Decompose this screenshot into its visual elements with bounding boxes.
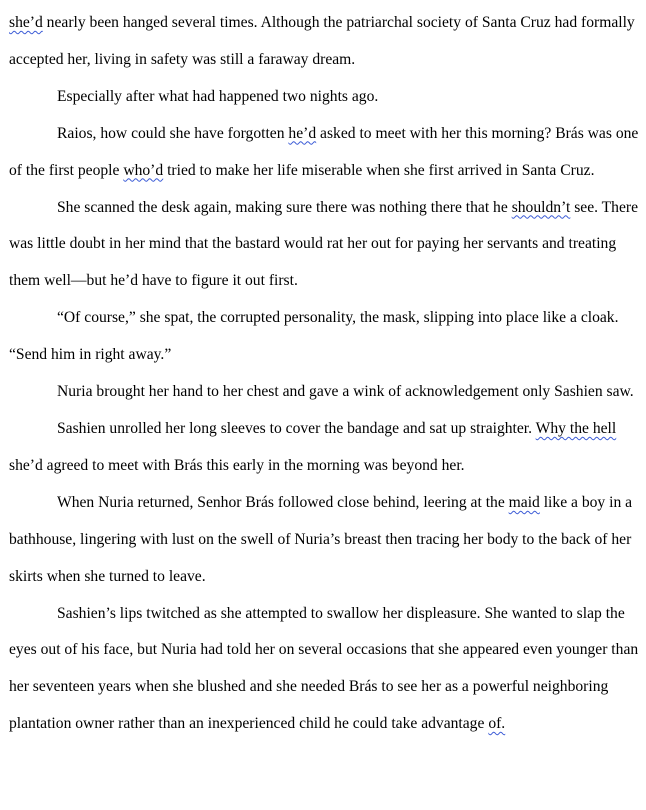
paragraph-text: like a boy in a bathhouse, lingering with lust on the swell of Nuria’s breast then tracing her body to the back of her skirts when she turned to leave.	[9, 493, 633, 585]
spellcheck-flagged-word[interactable]: maid	[508, 493, 540, 511]
paragraph-text: Especially after what had happened two nights ago.	[57, 87, 379, 105]
spellcheck-flagged-word[interactable]: shouldn’t	[511, 198, 571, 216]
spellcheck-flagged-word[interactable]: who’d	[123, 161, 164, 179]
paragraph-text: tried to make her life miserable when she first arrived in Santa Cruz.	[163, 161, 595, 179]
paragraph-5	[9, 300, 639, 374]
spellcheck-flagged-word[interactable]: he’d	[288, 124, 317, 142]
paragraph-8	[9, 485, 639, 596]
paragraph-text: When Nuria returned, Senhor Brás followed close behind, leering at the	[57, 493, 509, 511]
paragraph-text: Raios, how could she have forgotten	[57, 124, 289, 142]
paragraph-text: asked to meet with her this morning? Brás was one of the first people	[9, 124, 639, 179]
paragraph-text: see. There was little doubt in her mind that the bastard would rat her out for paying her servants and treating them well—but he’d have to figure it out first.	[9, 198, 639, 290]
spellcheck-flagged-phrase[interactable]: Why the hell	[535, 419, 617, 437]
paragraph-text: “Of course,” she spat, the corrupted personality, the mask, slipping into place like a cloak. “Send him in right away.”	[9, 309, 619, 364]
paragraph-3	[9, 116, 639, 190]
paragraph-text: She scanned the desk again, making sure there was nothing there that he	[57, 198, 512, 216]
paragraph-6	[9, 374, 639, 411]
spellcheck-flagged-word[interactable]: she’d	[9, 14, 43, 31]
paragraph-text: Nuria brought her hand to her chest and gave a wink of acknowledgement only Sashien saw.	[57, 383, 634, 401]
paragraph-1	[9, 5, 639, 79]
paragraph-7	[9, 411, 639, 485]
paragraph-9	[9, 596, 639, 744]
paragraph-text: Sashien’s lips twitched as she attempted to swallow her displeasure. She wanted to slap the eyes out of his face, but Nuria had told her on several occasions that she appeared even younger than her seventeen years when she blushed and she needed Brás to see her as a powerful neighboring plantation owner rather than an inexperienced child he could take advantage	[9, 604, 639, 733]
paragraph-text: Sashien unrolled her long sleeves to cover the bandage and sat up straighter.	[57, 419, 536, 437]
spellcheck-flagged-word[interactable]: of.	[488, 715, 506, 733]
document-page[interactable]	[9, 5, 639, 743]
paragraph-4	[9, 190, 639, 301]
paragraph-2	[9, 79, 639, 116]
paragraph-text: nearly been hanged several times. Although the patriarchal society of Santa Cruz had formally accepted her, living in safety was still a faraway dream.	[9, 14, 635, 68]
paragraph-text: she’d agreed to meet with Brás this early in the morning was beyond her.	[9, 456, 465, 474]
